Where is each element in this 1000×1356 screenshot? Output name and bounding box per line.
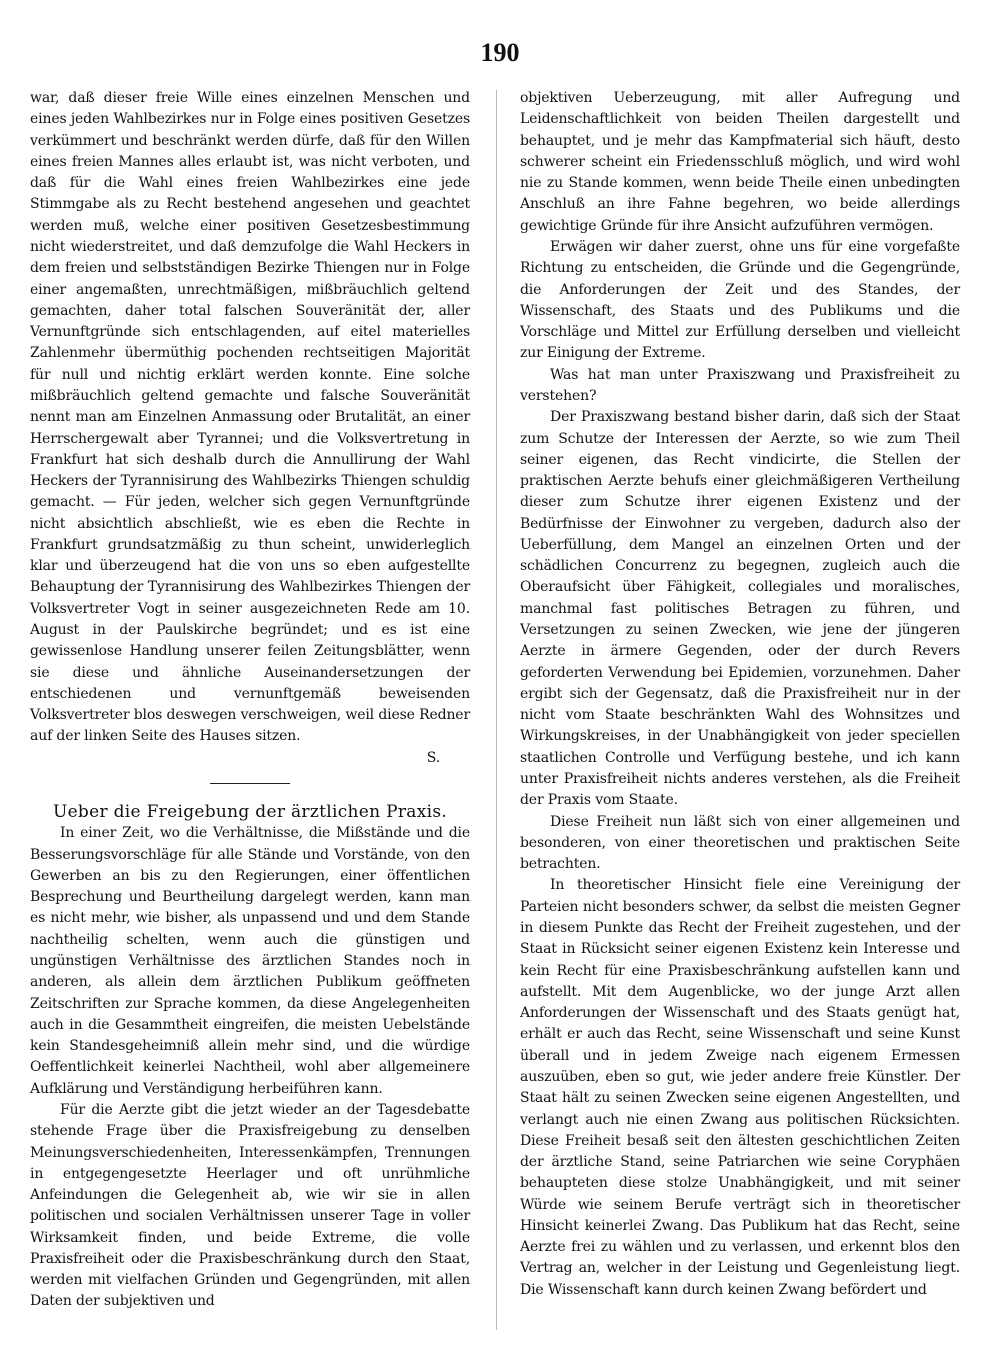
paragraph: In theoretischer Hinsicht fiele eine Vereinigung der Parteien nicht besonders schwer, da selbst die meisten Gegner in diesem Punkte das Recht der Freiheit zugestehen, und der Staat in Rücksicht seiner eigenen Existenz kein Interesse und kein Recht für eine Praxisbeschränkung aufstellen kann und aufstellt. Mit dem Augenblicke, wo der junge Arzt allen Anforderungen der Wissenschaft und des Staats genügt hat, erhält er auch das Recht, seine Wissenschaft und seine Kunst überall und in jedem Zweige nach eigenem Ermessen auszuüben, eben so gut, wie jeder andere freie Künstler. Der Staat hält zu seinen Zwecken seine eigenen Angestellten, und verlangt auch nie einen Zwang aus politischen Rücksichten. Diese Freiheit besaß seit den ältesten geschichtlichen Zeiten der ärztliche Stand, seine Patriarchen wie seine Coryphäen behaupteten diese stolze Unabhängigkeit, und mit seiner Würde wie seinem Berufe verträgt sich in theoretischer Hinsicht keinerlei Zwang. Das Publikum hat das Recht, seine Aerzte frei zu wählen und zu verlassen, und erkennt blos den Vertrag an, welcher in der Leistung und Gegenleistung liegt. Die Wissenschaft kann durch keinen Zwang befördert und xyxy=(520,877,960,1298)
article-divider xyxy=(210,783,290,784)
page-number: 190 xyxy=(480,38,520,67)
left-column xyxy=(30,88,470,1313)
paragraph: war, daß dieser freie Wille eines einzelnen Menschen und eines jeden Wahlbezirkes nur in Folge eines positiven Gesetzes verkümmert und beschränkt werden dürfe, daß für den Willen eines freien Mannes alles erlaubt ist, was nicht verboten, und daß für die Wahl eines freien Wahlbezirkes eine jede Stimmgabe als zu Recht bestehend angesehen und geachtet werden muß, welche einer positiven Gesetzesbestimmung nicht wiederstreitet, und daß demzufolge die Wahl Heckers in dem freien und selbstständigen Bezirke Thiengen nur in Folge einer angemaßten, unrechtmäßigen, mißbräuchlich geltend gemachten, daher total falschen Souveränität der, aller Vernunftgründe sich entschlagenden, auf eitel materielles Zahlenmehr übermüthig pochenden rechtseitigen Majorität für null und nichtig erklärt werden konnte. Eine solche mißbräuchlich geltend gemachte und falsche Souveränität nennt man am Einzelnen Anmassung oder Brutalität, an einer Herrschergewalt aber Tyrannei; und die Volksvertretung in Frankfurt hat sich deshalb durch die Annullirung der Wahl Heckers der Tyrannisirung des Wahlbezirks Thiengen schuldig gemacht. — Für jeden, welcher sich gegen Vernunftgründe nicht absichtlich abschließt, wie es eben die Rechte in Frankfurt grundsatzmäßig zu thun scheint, unwiderleglich klar und überzeugend hat die von uns so eben aufgestellte Behauptung der Tyrannisirung des Wahlbezirkes Thiengen der Volksvertreter Vogt in seiner ausgezeichneten Rede am 10. August in der Paulskirche begründet; und es ist eine gewissenlose Handlung unserer feilen Zeitungsblätter, wenn sie diese und ähnliche Auseinandersetzungen der entschiedenen und vernunftgemäß beweisenden Volksvertreter blos deswegen verschweigen, weil diese Redner auf der linken Seite des Hauses sitzen. xyxy=(30,90,470,745)
paragraph: In einer Zeit, wo die Verhältnisse, die Mißstände und die Besserungsvorschläge für alle Stände und Vorstände, von den Gewerben an bis zu den Regierungen, einer öffentlichen Besprechung und Beurtheilung dargelegt werden, kann man es nicht mehr, wie bisher, als unpassend und und dem Stande nachtheilig schelten, wenn auch die günstigen und ungünstigen Verhältnisse des ärztlichen Standes noch in anderen, als allein dem ärztlichen Publikum geöffneten Zeitschriften zur Sprache kommen, da diese Angelegenheiten auch in die Gesammtheit eingreifen, die meisten Uebelstände kein Standesgeheimniß allein mehr sind, und die würdige Oeffentlichkeit keinerlei Nachtheil, wohl aber allgemeinere Aufklärung und Verständigung herbeiführen kann. xyxy=(30,825,470,1097)
paragraph: Was hat man unter Praxiszwang und Praxisfreiheit zu verstehen? xyxy=(520,366,960,404)
paragraph: Erwägen wir daher zuerst, ohne uns für eine vorgefaßte Richtung zu entscheiden, die Gründe und die Gegengründe, die Anforderungen der Zeit und des Standes, der Wissenschaft, des Staats und des Publikums und die Vorschläge und Mittel zur Erfüllung derselben und vielleicht zur Einigung der Extreme. xyxy=(520,238,960,362)
paragraph: Für die Aerzte gibt die jetzt wieder an der Tagesdebatte stehende Frage über die Praxisfreigebung zu denselben Meinungsverschiedenheiten, Interessenkämpfen, Trennungen in entgegengesetzte Heerlager und oft unrühmliche Anfeindungen die Gelegenheit ab, wie wir sie in allen politischen und socialen Verhältnissen unserer Tage in voller Wirksamkeit finden, und beide Extreme, die volle Praxisfreiheit oder die Praxisbeschränkung durch den Staat, werden mit vielfachen Gründen und Gegengründen, mit allen Daten der subjektiven und xyxy=(30,1101,470,1310)
paragraph: Der Praxiszwang bestand bisher darin, daß sich der Staat zum Schutze der Interessen der Aerzte, so wie zum Theil seiner eigenen, das Recht vindicirte, die Stellen der praktischen Aerzte behufs einer gleichmäßigeren Vertheilung dieser zum Schutze ihrer eigenen Existenz und der Bedürfnisse der Einwohner zu vergeben, dadurch also der Ueberfüllung, dem Mangel an einzelnen Orten und der schädlichen Concurrenz zu begegnen, zugleich auch die Oberaufsicht über Fähigkeit, collegiales und moralisches, manchmal fast politisches Betragen zu führen, und Versetzungen zu seinen Zwecken, wie jene der jüngeren Aerzte in ärmere Gegenden, oder der durch Revers geforderten Verwendung bei Epidemien, vorzunehmen. Daher ergibt sich der Gegensatz, daß die Praxisfreiheit nur in der nicht vom Staate beschränkten Wahl des Wohnsitzes und Wirkungskreises, in der Unabhängigkeit von jeder speciellen staatlichen Controlle und Verfügung bestehe, und ich kann unter Praxisfreiheit nichts anderes verstehen, als die Freiheit der Praxis vom Staate. xyxy=(520,409,960,809)
article-title: Ueber die Freigebung der ärztlichen Praxis. xyxy=(52,802,448,822)
paragraph: objektiven Ueberzeugung, mit aller Aufregung und Leidenschaftlichkeit von beiden Theilen dargestellt und behauptet, und je mehr das Kampfmaterial sich häuft, desto schwerer scheint ein Friedensschluß möglich, und wird wohl nie zu Stande kommen, wenn beide Theile einen unbedingten Anschluß an ihre Fahne begehren, wo beide allerdings gewichtige Gründe für ihre Ansicht aufzuführen vermögen. xyxy=(520,90,960,234)
paragraph: Diese Freiheit nun läßt sich von einer allgemeinen und besonderen, von einer theoretischen und praktischen Seite betrachten. xyxy=(520,813,960,873)
column-separator xyxy=(496,90,497,1330)
right-column xyxy=(520,88,960,1301)
author-signature: S. xyxy=(426,749,440,766)
